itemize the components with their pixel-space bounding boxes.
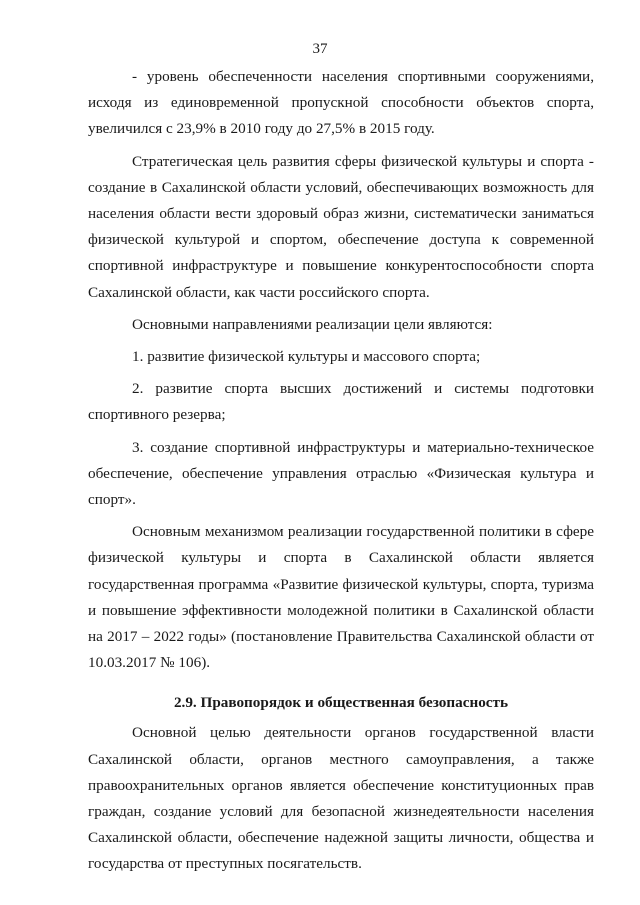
document-body (88, 64, 594, 884)
paragraph-sports-facilities: - уровень обеспеченности населения спортивными сооружениями, исходя из единовременной пропускной способности объектов спорта, увеличился с 23,9% в 2010 году до 27,5% в 2015 году. (88, 68, 594, 138)
paragraph-mechanism: Основным механизмом реализации государственной политики в сфере физической культуры и спорта в Сахалинской области является государственная программа «Развитие физической культуры, спорта, туризма и повышение эффективности молодежной политики в Сахалинской области на 2017 – 2022 годы» (постановление Правительства Сахалинской области от 10.03.2017 № 106). (88, 523, 594, 672)
list-item-direction-2: 2. развитие спорта высших достижений и системы подготовки спортивного резерва; (88, 380, 594, 424)
section-heading: 2.9. Правопорядок и общественная безопасность (173, 694, 509, 712)
page-number: 37 (312, 41, 328, 57)
list-item-direction-1: 1. развитие физической культуры и массового спорта; (132, 348, 481, 366)
list-item-direction-3: 3. создание спортивной инфраструктуры и материально-техническое обеспечение, обеспечение управления отраслью «Физическая культура и спорт». (88, 438, 594, 509)
paragraph-law-order: Основной целью деятельности органов государственной власти Сахалинской области, органов местного самоуправления, а также правоохранительных органов является обеспечение конституционных прав граждан, создание условий для безопасной жизнедеятельности населения Сахалинской области, обеспечение надежной защиты личности, общества и государства от преступных посягательств. (88, 724, 594, 873)
paragraph-directions-intro: Основными направлениями реализации цели являются: (132, 315, 493, 333)
paragraph-strategic-goal: Стратегическая цель развития сферы физической культуры и спорта - создание в Сахалинской области условий, обеспечивающих возможность для населения области вести здоровый образ жизни, систематически заниматься физической культурой и спортом, обеспечение доступа к современной спортивной инфраструктуре и повышение конкурентоспособности спорта Сахалинской области, как части российского спорта. (88, 152, 594, 301)
